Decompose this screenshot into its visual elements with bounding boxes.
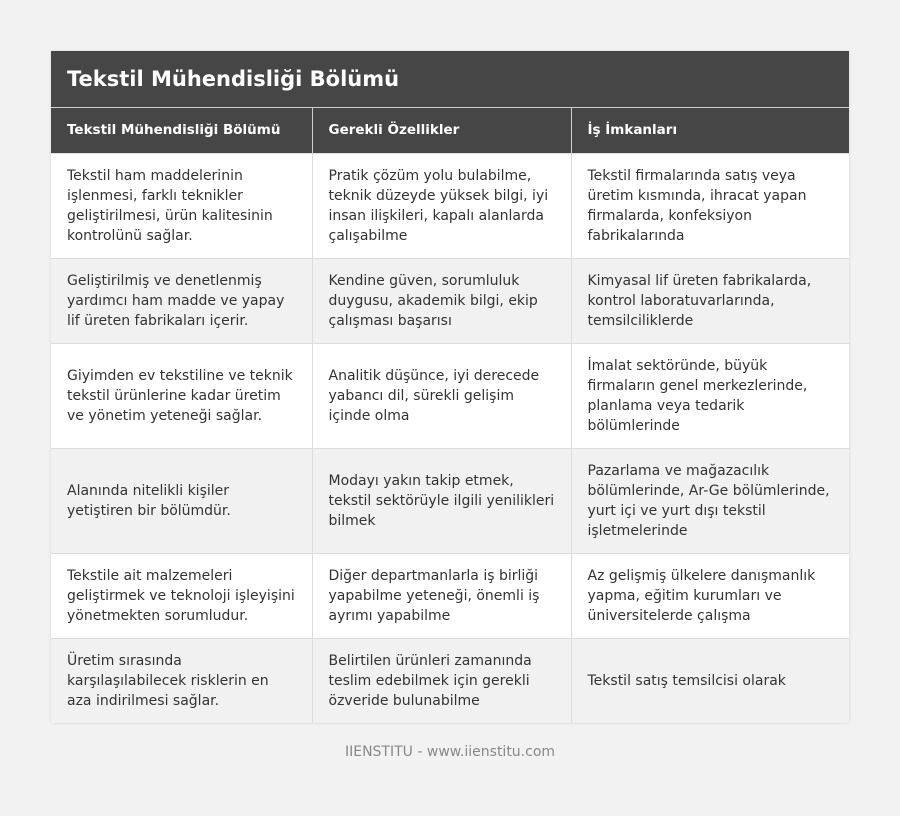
table-row — [51, 448, 849, 553]
table-cell: Alanında nitelikli kişiler yetiştiren bir bölümdür. — [51, 448, 312, 553]
table-row — [51, 638, 849, 723]
table-cell: Az gelişmiş ülkelere danışmanlık yapma, eğitim kurumları ve üniversitelerde çalışma — [571, 553, 849, 638]
table-title: Tekstil Mühendisliği Bölümü — [51, 51, 849, 108]
table-cell: Üretim sırasında karşılaşılabilecek risklerin en aza indirilmesi sağlar. — [51, 638, 312, 723]
table-cell: Modayı yakın takip etmek, tekstil sektörüyle ilgili yenilikleri bilmek — [312, 448, 571, 553]
table-cell: Geliştirilmiş ve denetlenmiş yardımcı ham madde ve yapay lif üreten fabrikaları içerir. — [51, 258, 312, 343]
table-row — [51, 258, 849, 343]
table-cell: Analitik düşünce, iyi derecede yabancı dil, sürekli gelişim içinde olma — [312, 343, 571, 448]
header-row — [51, 108, 849, 153]
table-cell: Tekstil ham maddelerinin işlenmesi, farklı teknikler geliştirilmesi, ürün kalitesinin kontrolünü sağlar. — [51, 153, 312, 258]
table-row — [51, 153, 849, 258]
table-row — [51, 343, 849, 448]
table-cell: Tekstile ait malzemeleri geliştirmek ve teknoloji işleyişini yönetmekten sorumludur. — [51, 553, 312, 638]
column-header-department: Tekstil Mühendisliği Bölümü — [51, 108, 312, 153]
column-header-requirements: Gerekli Özellikler — [312, 108, 571, 153]
table-cell: Pratik çözüm yolu bulabilme, teknik düzeyde yüksek bilgi, iyi insan ilişkileri, kapalı alanlarda çalışabilme — [312, 153, 571, 258]
table-cell: Kimyasal lif üreten fabrikalarda, kontrol laboratuvarlarında, temsilciliklerde — [571, 258, 849, 343]
footer-credit: IIENSTITU - www.iienstitu.com — [344, 744, 556, 760]
table-cell: Tekstil satış temsilcisi olarak — [571, 638, 849, 723]
table-cell: İmalat sektöründe, büyük firmaların genel merkezlerinde, planlama veya tedarik bölümlerinde — [571, 343, 849, 448]
table-cell: Pazarlama ve mağazacılık bölümlerinde, Ar-Ge bölümlerinde, yurt içi ve yurt dışı tekstil işletmelerinde — [571, 448, 849, 553]
table-row — [51, 553, 849, 638]
table-cell: Giyimden ev tekstiline ve teknik tekstil ürünlerine kadar üretim ve yönetim yeteneği sağlar. — [51, 343, 312, 448]
table-cell: Tekstil firmalarında satış veya üretim kısmında, ihracat yapan firmalarda, konfeksiyon fabrikalarında — [571, 153, 849, 258]
data-table — [51, 108, 849, 723]
table-cell: Belirtilen ürünleri zamanında teslim edebilmek için gerekli özveride bulunabilme — [312, 638, 571, 723]
table-cell: Kendine güven, sorumluluk duygusu, akademik bilgi, ekip çalışması başarısı — [312, 258, 571, 343]
table-cell: Diğer departmanlarla iş birliği yapabilme yeteneği, önemli iş ayrımı yapabilme — [312, 553, 571, 638]
data-table-container — [51, 51, 849, 723]
column-header-job-opportunities: İş İmkanları — [571, 108, 849, 153]
